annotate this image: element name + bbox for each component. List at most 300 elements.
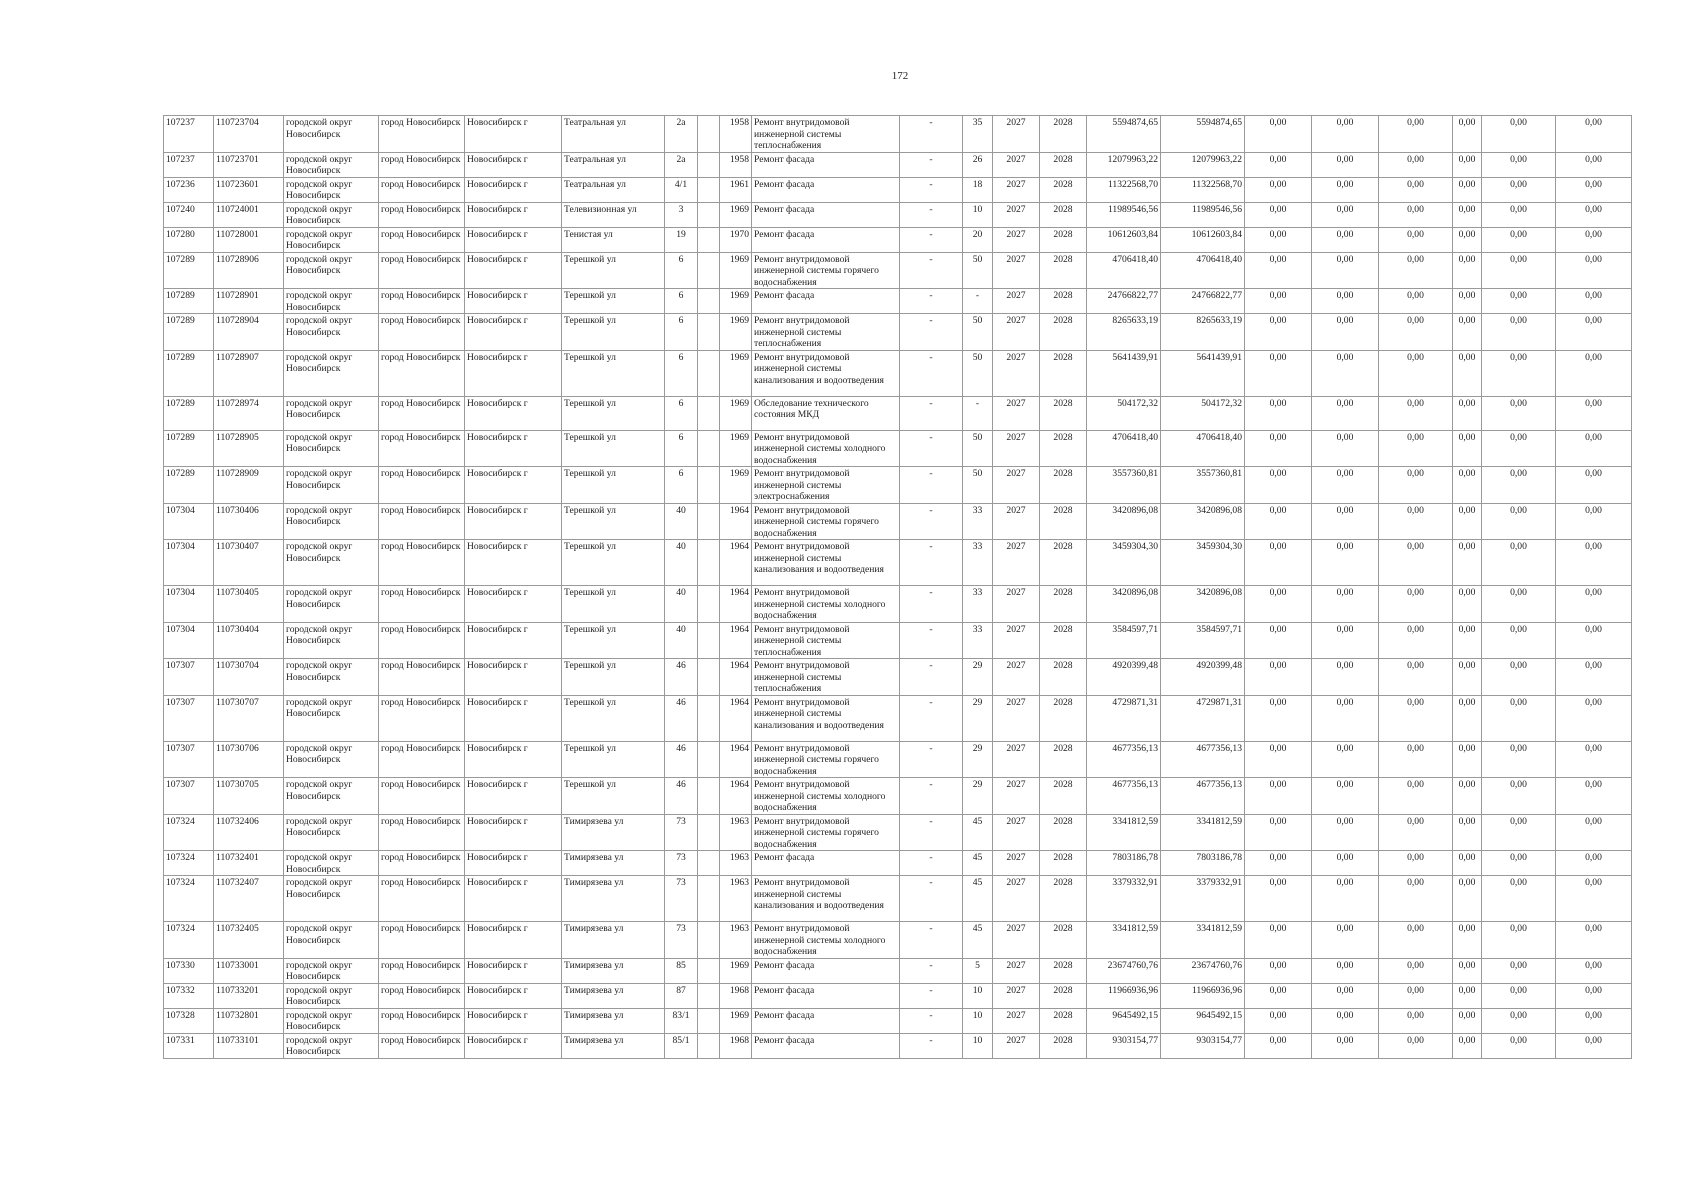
row-id: 107304 [164,540,214,586]
row-id: 107331 [164,1033,214,1058]
row-total: 24766822,77 [1161,289,1245,314]
row-city: Новосибирск г [465,430,562,467]
row-fund-4: 0,00 [1453,540,1482,586]
row-total: 504172,32 [1161,396,1245,430]
row-year: 1963 [720,922,752,959]
row-wear: 5 [963,958,993,983]
row-fund-6: 0,00 [1556,741,1632,778]
row-house: 85/1 [665,1033,698,1058]
row-id: 107324 [164,814,214,851]
row-fund-3: 0,00 [1379,622,1453,659]
row-street: Тимирязева ул [562,922,665,959]
row-fund-6: 0,00 [1556,177,1632,202]
row-fund-1: 0,00 [1245,430,1312,467]
row-year: 1964 [720,622,752,659]
row-settlement: город Новосибирск [379,252,465,289]
row-settlement: город Новосибирск [379,116,465,153]
row-fund-4: 0,00 [1453,252,1482,289]
row-building [698,503,720,540]
row-fund-3: 0,00 [1379,659,1453,696]
row-fund-2: 0,00 [1312,540,1379,586]
row-fund-4: 0,00 [1453,116,1482,153]
row-fund-3: 0,00 [1379,202,1453,227]
row-year: 1969 [720,350,752,396]
row-wear: 10 [963,1008,993,1033]
table-row [164,922,1632,959]
row-cost: 3379332,91 [1087,876,1161,922]
row-unit: - [900,289,963,314]
row-code: 110730404 [214,622,284,659]
row-district: городской округ Новосибирск [284,503,379,540]
row-start-year: 2027 [993,922,1040,959]
row-id: 107289 [164,396,214,430]
row-total: 9303154,77 [1161,1033,1245,1058]
row-total: 7803186,78 [1161,851,1245,876]
row-fund-5: 0,00 [1482,350,1556,396]
row-city: Новосибирск г [465,540,562,586]
row-start-year: 2027 [993,227,1040,252]
row-house: 46 [665,741,698,778]
row-fund-1: 0,00 [1245,350,1312,396]
row-fund-2: 0,00 [1312,1008,1379,1033]
row-fund-3: 0,00 [1379,778,1453,815]
row-fund-3: 0,00 [1379,350,1453,396]
row-id: 107289 [164,289,214,314]
row-fund-5: 0,00 [1482,252,1556,289]
row-district: городской округ Новосибирск [284,922,379,959]
row-district: городской округ Новосибирск [284,177,379,202]
row-fund-5: 0,00 [1482,1033,1556,1058]
row-settlement: город Новосибирск [379,983,465,1008]
row-fund-5: 0,00 [1482,202,1556,227]
row-start-year: 2027 [993,503,1040,540]
row-unit: - [900,1033,963,1058]
row-cost: 11966936,96 [1087,983,1161,1008]
row-settlement: город Новосибирск [379,314,465,351]
row-fund-2: 0,00 [1312,778,1379,815]
row-settlement: город Новосибирск [379,152,465,177]
row-work-type: Ремонт фасада [752,227,900,252]
row-wear: 18 [963,177,993,202]
row-fund-2: 0,00 [1312,586,1379,623]
row-work-type: Ремонт внутридомовой инженерной системы горячего водоснабжения [752,814,900,851]
row-fund-5: 0,00 [1482,659,1556,696]
row-work-type: Ремонт внутридомовой инженерной системы теплоснабжения [752,659,900,696]
row-fund-4: 0,00 [1453,227,1482,252]
row-fund-1: 0,00 [1245,116,1312,153]
row-code: 110728905 [214,430,284,467]
row-settlement: город Новосибирск [379,396,465,430]
row-building [698,116,720,153]
row-start-year: 2027 [993,586,1040,623]
row-fund-5: 0,00 [1482,1008,1556,1033]
row-start-year: 2027 [993,778,1040,815]
row-house: 3 [665,202,698,227]
row-house: 73 [665,876,698,922]
row-cost: 12079963,22 [1087,152,1161,177]
row-year: 1961 [720,177,752,202]
table-row [164,741,1632,778]
row-fund-3: 0,00 [1379,152,1453,177]
row-fund-6: 0,00 [1556,202,1632,227]
row-total: 8265633,19 [1161,314,1245,351]
row-id: 107304 [164,622,214,659]
row-end-year: 2028 [1040,695,1087,741]
row-city: Новосибирск г [465,1033,562,1058]
row-unit: - [900,741,963,778]
row-settlement: город Новосибирск [379,922,465,959]
row-year: 1969 [720,396,752,430]
row-street: Тимирязева ул [562,851,665,876]
row-year: 1964 [720,778,752,815]
row-cost: 11989546,56 [1087,202,1161,227]
row-id: 107307 [164,659,214,696]
row-work-type: Ремонт фасада [752,177,900,202]
row-fund-4: 0,00 [1453,851,1482,876]
row-id: 107289 [164,252,214,289]
row-city: Новосибирск г [465,983,562,1008]
row-code: 110723701 [214,152,284,177]
row-building [698,152,720,177]
row-fund-1: 0,00 [1245,695,1312,741]
row-work-type: Ремонт внутридомовой инженерной системы теплоснабжения [752,116,900,153]
row-building [698,177,720,202]
row-id: 107289 [164,467,214,504]
row-fund-3: 0,00 [1379,396,1453,430]
row-fund-5: 0,00 [1482,430,1556,467]
row-fund-6: 0,00 [1556,814,1632,851]
row-cost: 4706418,40 [1087,252,1161,289]
row-unit: - [900,778,963,815]
row-wear: 29 [963,695,993,741]
row-fund-1: 0,00 [1245,659,1312,696]
row-fund-4: 0,00 [1453,778,1482,815]
row-district: городской округ Новосибирск [284,851,379,876]
table-row [164,116,1632,153]
row-fund-5: 0,00 [1482,983,1556,1008]
row-year: 1963 [720,814,752,851]
row-id: 107307 [164,778,214,815]
row-start-year: 2027 [993,814,1040,851]
row-cost: 5594874,65 [1087,116,1161,153]
row-cost: 5641439,91 [1087,350,1161,396]
row-start-year: 2027 [993,289,1040,314]
row-unit: - [900,503,963,540]
row-end-year: 2028 [1040,350,1087,396]
row-district: городской округ Новосибирск [284,659,379,696]
row-fund-6: 0,00 [1556,396,1632,430]
row-code: 110730705 [214,778,284,815]
row-fund-5: 0,00 [1482,314,1556,351]
row-total: 3379332,91 [1161,876,1245,922]
row-fund-6: 0,00 [1556,876,1632,922]
row-year: 1969 [720,314,752,351]
row-fund-4: 0,00 [1453,1008,1482,1033]
row-city: Новосибирск г [465,116,562,153]
row-work-type: Ремонт внутридомовой инженерной системы канализования и водоотведения [752,540,900,586]
row-start-year: 2027 [993,314,1040,351]
row-work-type: Ремонт внутридомовой инженерной системы холодного водоснабжения [752,922,900,959]
row-end-year: 2028 [1040,152,1087,177]
row-house: 6 [665,396,698,430]
row-settlement: город Новосибирск [379,227,465,252]
row-wear: 50 [963,467,993,504]
row-fund-1: 0,00 [1245,252,1312,289]
row-total: 3341812,59 [1161,814,1245,851]
row-fund-5: 0,00 [1482,152,1556,177]
row-total: 9645492,15 [1161,1008,1245,1033]
row-unit: - [900,252,963,289]
row-end-year: 2028 [1040,430,1087,467]
row-building [698,958,720,983]
row-code: 110728901 [214,289,284,314]
row-end-year: 2028 [1040,177,1087,202]
table-row [164,958,1632,983]
row-city: Новосибирск г [465,152,562,177]
row-street: Тимирязева ул [562,1033,665,1058]
row-street: Терешкой ул [562,659,665,696]
table-row [164,396,1632,430]
row-id: 107307 [164,695,214,741]
row-wear: 33 [963,586,993,623]
row-work-type: Ремонт внутридомовой инженерной системы канализования и водоотведения [752,350,900,396]
row-district: городской округ Новосибирск [284,350,379,396]
row-start-year: 2027 [993,540,1040,586]
row-district: городской округ Новосибирск [284,741,379,778]
row-street: Терешкой ул [562,540,665,586]
row-house: 2а [665,116,698,153]
row-id: 107289 [164,350,214,396]
row-street: Терешкой ул [562,396,665,430]
row-house: 40 [665,622,698,659]
row-fund-6: 0,00 [1556,289,1632,314]
row-settlement: город Новосибирск [379,1008,465,1033]
row-cost: 504172,32 [1087,396,1161,430]
row-code: 110730405 [214,586,284,623]
row-fund-1: 0,00 [1245,622,1312,659]
row-city: Новосибирск г [465,350,562,396]
row-wear: 45 [963,814,993,851]
row-street: Тенистая ул [562,227,665,252]
row-fund-1: 0,00 [1245,851,1312,876]
row-code: 110723704 [214,116,284,153]
table-row [164,350,1632,396]
row-cost: 9303154,77 [1087,1033,1161,1058]
row-city: Новосибирск г [465,876,562,922]
row-house: 40 [665,540,698,586]
row-wear: 45 [963,876,993,922]
row-fund-2: 0,00 [1312,252,1379,289]
table-row [164,983,1632,1008]
row-street: Тимирязева ул [562,983,665,1008]
row-fund-4: 0,00 [1453,430,1482,467]
row-work-type: Ремонт внутридомовой инженерной системы горячего водоснабжения [752,252,900,289]
row-wear: 50 [963,350,993,396]
row-wear: - [963,396,993,430]
table-row [164,814,1632,851]
row-work-type: Ремонт фасада [752,202,900,227]
row-house: 87 [665,983,698,1008]
row-work-type: Ремонт фасада [752,851,900,876]
row-end-year: 2028 [1040,983,1087,1008]
row-work-type: Ремонт фасада [752,958,900,983]
row-fund-4: 0,00 [1453,586,1482,623]
row-fund-3: 0,00 [1379,467,1453,504]
row-unit: - [900,695,963,741]
row-wear: 33 [963,540,993,586]
row-work-type: Ремонт внутридомовой инженерной системы холодного водоснабжения [752,430,900,467]
row-fund-6: 0,00 [1556,252,1632,289]
row-street: Терешкой ул [562,586,665,623]
row-year: 1958 [720,116,752,153]
row-cost: 9645492,15 [1087,1008,1161,1033]
row-unit: - [900,814,963,851]
row-total: 5641439,91 [1161,350,1245,396]
row-building [698,1033,720,1058]
row-house: 6 [665,252,698,289]
row-wear: 33 [963,503,993,540]
row-start-year: 2027 [993,396,1040,430]
row-fund-2: 0,00 [1312,503,1379,540]
row-fund-2: 0,00 [1312,396,1379,430]
row-house: 73 [665,814,698,851]
row-district: городской округ Новосибирск [284,289,379,314]
row-fund-3: 0,00 [1379,741,1453,778]
row-fund-2: 0,00 [1312,922,1379,959]
row-code: 110728909 [214,467,284,504]
row-street: Тимирязева ул [562,876,665,922]
row-fund-5: 0,00 [1482,503,1556,540]
row-cost: 3420896,08 [1087,503,1161,540]
row-fund-4: 0,00 [1453,350,1482,396]
table-row [164,289,1632,314]
row-fund-2: 0,00 [1312,814,1379,851]
row-end-year: 2028 [1040,1008,1087,1033]
row-work-type: Ремонт внутридомовой инженерной системы теплоснабжения [752,622,900,659]
row-fund-4: 0,00 [1453,177,1482,202]
row-wear: 50 [963,314,993,351]
row-end-year: 2028 [1040,586,1087,623]
row-total: 4706418,40 [1161,252,1245,289]
page-number: 172 [891,70,909,82]
row-district: городской округ Новосибирск [284,116,379,153]
row-fund-2: 0,00 [1312,289,1379,314]
row-fund-2: 0,00 [1312,202,1379,227]
row-fund-5: 0,00 [1482,227,1556,252]
row-fund-1: 0,00 [1245,289,1312,314]
row-fund-3: 0,00 [1379,227,1453,252]
row-settlement: город Новосибирск [379,876,465,922]
row-fund-5: 0,00 [1482,922,1556,959]
row-fund-1: 0,00 [1245,958,1312,983]
row-fund-3: 0,00 [1379,814,1453,851]
row-district: городской округ Новосибирск [284,152,379,177]
row-fund-6: 0,00 [1556,227,1632,252]
row-district: городской округ Новосибирск [284,1008,379,1033]
row-year: 1964 [720,503,752,540]
row-fund-4: 0,00 [1453,152,1482,177]
row-start-year: 2027 [993,659,1040,696]
row-fund-5: 0,00 [1482,540,1556,586]
row-fund-2: 0,00 [1312,116,1379,153]
row-unit: - [900,467,963,504]
row-total: 12079963,22 [1161,152,1245,177]
row-settlement: город Новосибирск [379,202,465,227]
row-fund-2: 0,00 [1312,467,1379,504]
row-city: Новосибирск г [465,503,562,540]
row-house: 6 [665,289,698,314]
row-work-type: Ремонт внутридомовой инженерной системы электроснабжения [752,467,900,504]
row-building [698,467,720,504]
row-settlement: город Новосибирск [379,503,465,540]
row-street: Терешкой ул [562,741,665,778]
row-fund-2: 0,00 [1312,695,1379,741]
row-work-type: Ремонт фасада [752,1008,900,1033]
row-total: 10612603,84 [1161,227,1245,252]
row-settlement: город Новосибирск [379,289,465,314]
row-building [698,983,720,1008]
row-fund-1: 0,00 [1245,922,1312,959]
row-fund-1: 0,00 [1245,540,1312,586]
row-city: Новосибирск г [465,202,562,227]
row-house: 4/1 [665,177,698,202]
table-row [164,1033,1632,1058]
row-fund-5: 0,00 [1482,116,1556,153]
row-id: 107332 [164,983,214,1008]
row-district: городской округ Новосибирск [284,202,379,227]
row-fund-1: 0,00 [1245,778,1312,815]
row-street: Телевизионная ул [562,202,665,227]
row-city: Новосибирск г [465,695,562,741]
row-id: 107289 [164,430,214,467]
row-fund-4: 0,00 [1453,958,1482,983]
row-end-year: 2028 [1040,958,1087,983]
row-cost: 7803186,78 [1087,851,1161,876]
row-total: 3584597,71 [1161,622,1245,659]
row-fund-1: 0,00 [1245,983,1312,1008]
table-row [164,177,1632,202]
row-fund-5: 0,00 [1482,778,1556,815]
row-unit: - [900,659,963,696]
row-fund-6: 0,00 [1556,540,1632,586]
row-cost: 8265633,19 [1087,314,1161,351]
row-code: 110728001 [214,227,284,252]
row-district: городской округ Новосибирск [284,1033,379,1058]
row-code: 110733201 [214,983,284,1008]
row-street: Терешкой ул [562,314,665,351]
row-fund-1: 0,00 [1245,177,1312,202]
row-fund-5: 0,00 [1482,741,1556,778]
row-end-year: 2028 [1040,622,1087,659]
row-fund-2: 0,00 [1312,227,1379,252]
row-city: Новосибирск г [465,467,562,504]
row-start-year: 2027 [993,350,1040,396]
row-wear: 33 [963,622,993,659]
row-fund-4: 0,00 [1453,741,1482,778]
row-work-type: Ремонт внутридомовой инженерной системы теплоснабжения [752,314,900,351]
row-fund-5: 0,00 [1482,958,1556,983]
row-id: 107324 [164,876,214,922]
row-year: 1964 [720,586,752,623]
row-start-year: 2027 [993,741,1040,778]
row-city: Новосибирск г [465,586,562,623]
row-code: 110732401 [214,851,284,876]
row-start-year: 2027 [993,1033,1040,1058]
row-settlement: город Новосибирск [379,540,465,586]
row-district: городской округ Новосибирск [284,876,379,922]
row-code: 110730704 [214,659,284,696]
row-house: 46 [665,659,698,696]
